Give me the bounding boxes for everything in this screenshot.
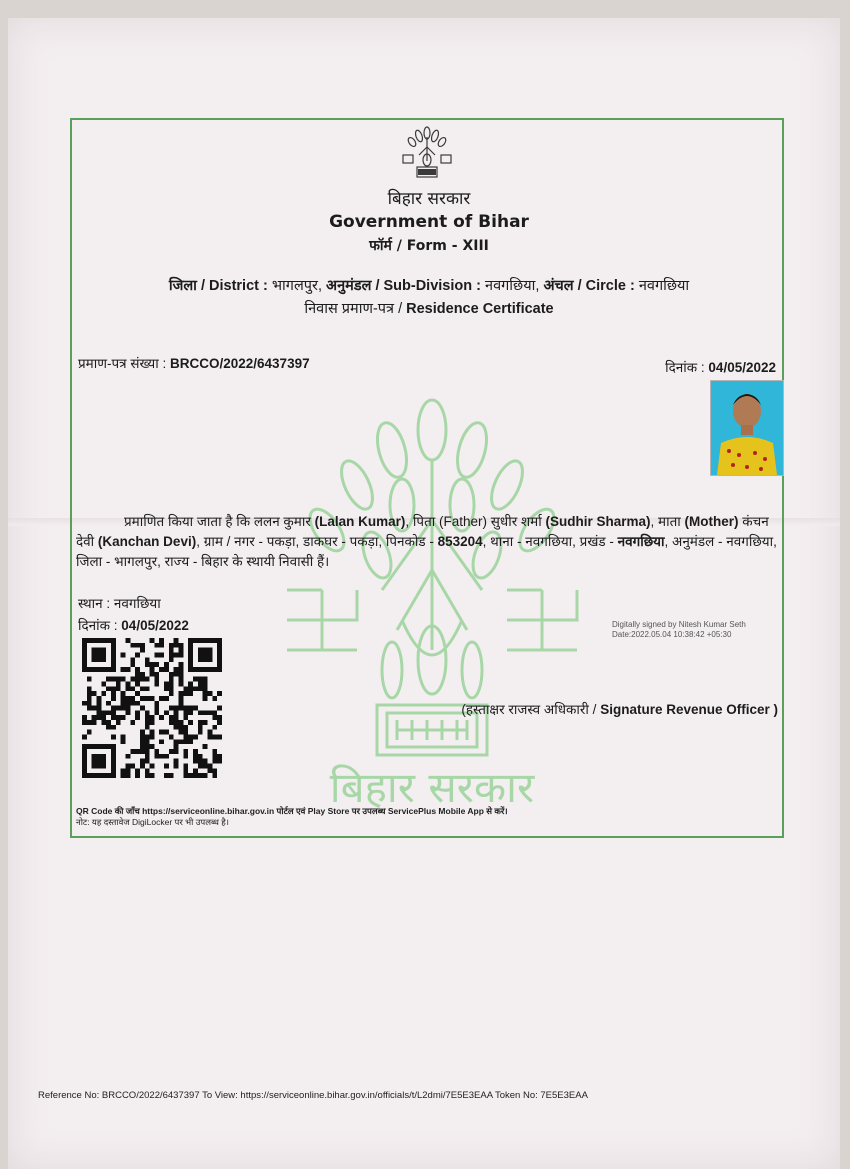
footer-date [78,616,189,634]
officer-signature [461,700,778,718]
father-name: (Sudhir Sharma) [545,514,651,529]
body-part-5: , ग्राम / नगर - पकड़ा, डाकघर - पकड़ा, पिनकोड - [196,534,438,549]
mother-name: (Kanchan Devi) [97,534,197,549]
circle-label: अंचल / Circle : [543,278,635,294]
hindi-government-title: बिहार सरकार [387,189,471,209]
form-title: फॉर्म / Form - XIII [369,238,489,254]
issue-date [665,358,776,376]
body-part-7: , अनुमंडल - नवगछिया, जिला - भागलपुर, राज्य - बिहार के स्थायी निवासी हैं। [76,534,777,569]
certificate-page [8,18,840,1169]
subdivision-label: अनुमंडल / Sub-Division : [326,278,481,294]
pincode: 853204 [437,534,483,549]
place [78,594,161,612]
qr-note-line-1: QR Code की जाँच https://serviceonline.bihar.gov.in पोर्टल एवं Play Store पर उपलब्ध ServicePlus Mobile App से करें। [76,806,508,816]
footer-date-label: दिनांक : [78,618,118,633]
reference-line: Reference No: BRCCO/2022/6437397 To View: https://serviceonline.bihar.gov.in/officials/t/L2dmi/7E5E3EAA Token No: 7E5E3EAA [38,1090,588,1101]
certificate-title-english: Residence Certificate [406,301,554,317]
signature-english: Signature Revenue Officer ) [600,702,778,717]
place-label: स्थान : [78,596,111,611]
subdivision-value: नवगछिया, [485,278,540,294]
circle-value: नवगछिया [638,278,690,294]
digital-signature [612,620,782,640]
bihar-bodhi-tree-emblem-icon [397,125,457,181]
block-name: नवगछिया [617,534,665,549]
certificate-title [72,298,786,318]
issue-date-value: 04/05/2022 [708,360,776,375]
certificate-body [76,512,788,572]
applicant-photo-icon [710,380,784,476]
place-value: नवगछिया [113,596,161,611]
signature-hindi: (हस्ताक्षर राजस्व अधिकारी / [461,702,597,717]
body-part-4: कंचन देवी [76,514,769,549]
footer-date-value: 04/05/2022 [121,618,189,633]
qr-note [76,806,776,828]
body-part-1: प्रमाणित किया जाता है कि ललन कुमार [124,514,315,529]
certificate-number [78,354,310,372]
location-line [72,275,786,295]
certificate-number-label: प्रमाण-पत्र संख्या : [78,356,167,371]
applicant-photo-drawing [711,381,783,475]
qr-code-icon[interactable] [82,638,222,778]
issue-date-label: दिनांक : [665,360,705,375]
applicant-name: (Lalan Kumar) [314,514,406,529]
certificate-title-hindi: निवास प्रमाण-पत्र / [304,301,403,317]
certificate-frame [70,118,784,838]
english-government-title: Government of Bihar [329,212,529,232]
body-part-3: , माता [650,514,685,529]
digital-signature-line-2: Date:2022.05.04 10:38:42 +05:30 [612,630,732,639]
watermark-text: बिहार सरकार [329,763,535,810]
body-part-2: , पिता (Father) सुधीर शर्मा [405,514,546,529]
district-label: जिला / District : [168,278,268,294]
body-part-6: , थाना - नवगछिया, प्रखंड - [482,534,618,549]
district-value: भागलपुर, [271,278,322,294]
qr-note-line-2: नोट: यह दस्तावेज DigiLocker पर भी उपलब्ध है। [76,817,229,827]
mother-label: (Mother) [684,514,739,529]
digital-signature-line-1: Digitally signed by Nitesh Kumar Seth [612,620,746,629]
bihar-emblem-watermark-icon [282,390,582,810]
certificate-number-value: BRCCO/2022/6437397 [170,356,310,371]
